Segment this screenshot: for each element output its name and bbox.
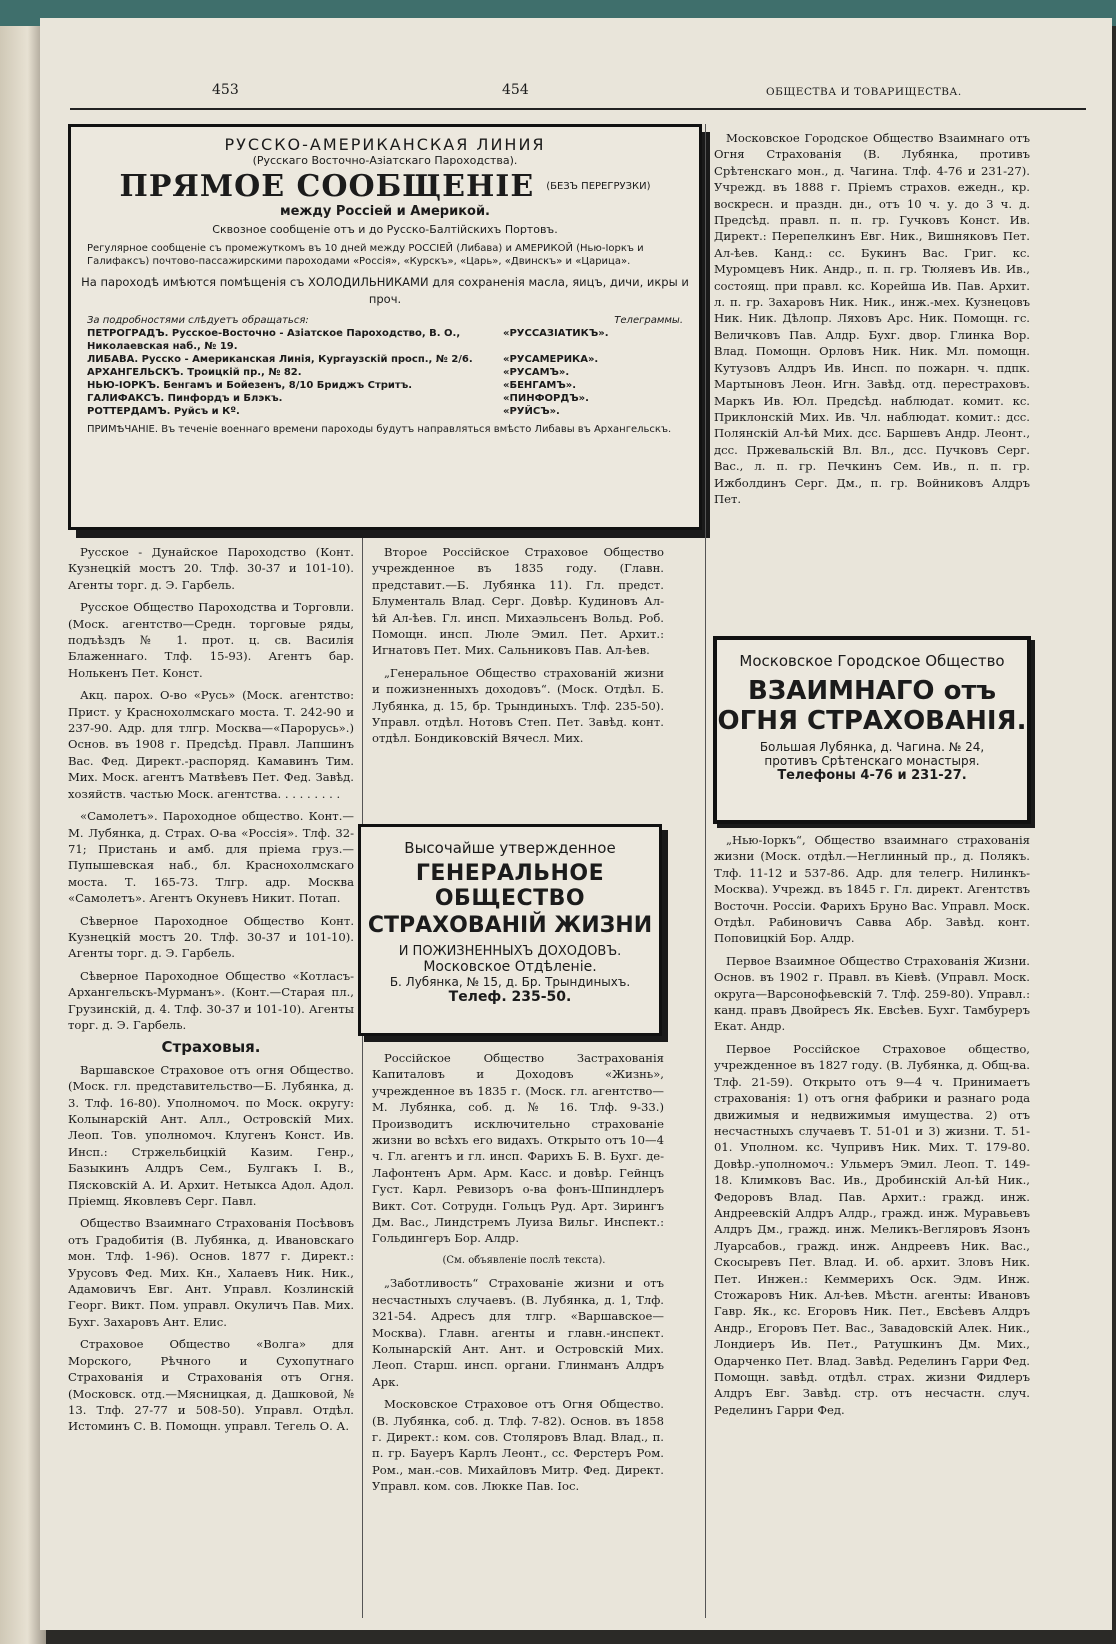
box2-line-c: ОГНЯ СТРАХОВАНIЯ. — [717, 706, 1027, 736]
entry: Акц. парох. О-во «Русь» (Моск. агентство: Прист. у Краснохолмскаго моста. Т. 242-90 и 237-90. Адр. для тлгр. Москва—«Парорусь».) Основ. въ 1908 г. Предсѣд. Правл. Лапшинъ Вас. Фед. Директ.-распоряд. Камавинъ Тим. Мих. Моск. агентъ Матвѣевъ Пет. Фед. Завѣд. хозяйств. частью Моск. агентства. . . . . . . . . — [68, 688, 354, 801]
column-rule-1 — [362, 538, 363, 1618]
entry: „Генеральное Общество страхованiй жизни и пожизненныхъ доходовъ“. (Моск. Отдѣл. Б. Лубянка, д. 15, бр. Трындиныхъ. Тлф. 235-50). Управл. отдѣл. Нотовъ Степ. Пет. Завѣд. конт. отдѣл. Бондиковскiй Вячесл. Мих. — [372, 665, 664, 746]
entry: «Самолетъ». Пароходное общество. Конт.—М. Лубянка, д. Страх. О-ва «Россiя». Тлф. 32-71; Пристань и амб. для прiема груз.—Пупышевская наб., бл. Краснохолмскаго моста. Т. 165-73. Тлгр. адр. Москва «Самолетъ». Агентъ Окуневъ Никит. Потап. — [68, 809, 354, 906]
ad-telegrams: «РУССАЗIАТИКЪ». «РУСАМЕРИКА». «РУСАМЪ». «БЕНГАМЪ». «ПИНФОРДЪ». «РУЙСЪ». — [503, 328, 609, 417]
entry: Первое Взаимное Общество Страхованiя Жизни. Основ. въ 1902 г. Правл. въ Кiевѣ. (Управл. Моск. округа—Варсонофьевскiй 7. Тлф. 259-80). Управл.: канд. правъ Двойресъ Як. Евсѣев. Бухг. Тамбуреръ Екат. Андр. — [714, 953, 1030, 1034]
column-3-bottom — [714, 832, 1030, 1622]
box1-line-d: И ПОЖИЗНЕННЫХЪ ДОХОДОВЪ. — [398, 944, 622, 959]
section-title: Страховыя. — [161, 1038, 261, 1057]
box2-line-d: Большая Лубянка, д. Чагина. № 24, — [759, 740, 985, 754]
ad-headline — [71, 169, 699, 204]
ad-details-label: За подробностями слѣдуетъ обращаться: — [87, 315, 309, 326]
ad-schedule: Регулярное сообщенiе съ промежуткомъ въ 10 дней между РОССIЕЙ (Либава) и АМЕРИКОЙ (Нью-Iоркъ и Галифаксъ) почтово-пассажирскими пароходами «Россiя», «Курскъ», «Царь», «Двинскъ» и «Царица». — [87, 243, 644, 267]
entry: Первое Россiйское Страховое общество, учрежденное въ 1827 году. (В. Лубянка, д. Общ-ва. Тлф. 21-59). Открыто отъ 9—4 ч. Принимаетъ страхованiя: 1) отъ огня фабрики и разнаго рода движимыя и недвижимыя имущества. 2) отъ несчастныхъ случаевъ Т. 51-01 и 3) жизни. Т. 51-01. Уполном. кс. Чупривъ Ник. Мих. Т. 179-80. Довѣр.-уполномоч.: Ульмеръ Эмил. Леоп. Т. 149-18. Климковъ Вас. Ив., Дробинскiй Ал-ѣй Ник., Федоровъ Влад. Пав. Архит.: гражд. инж. Андреевскiй Алдръ Алдр., гражд. инж. Муравьевъ Алдръ Дм., гражд. инж. Меликъ-Вегляровъ Язонъ Луарсабов., гражд. инж. Андреевъ Ник. Вас., Скосыревъ Пет. Влад. И. об. архит. Зловъ Ник. Пет. Инжен.: Кеммерихъ Оск. Эдм. Инж. Стожаровъ Ник. Ал-ѣев. Мѣстн. агенты: Ивановъ Гавр. Як., кс. Егоровъ Ник. Пет., Евсѣевъ Алдръ Андр., Егоровъ Пет. Вас., Завадовскiй Алек. Ник., Лондиеръ Ив. Пет., Ратушкинъ Дм. Мих., Одарченко Пет. Влад. Завѣд. Ределинъ Гарри Фед. Помощн. завѣд. отдѣл. страх. жизни Фидлеръ Алдръ Евг. Завѣд. стр. отъ несчастн. случ. Ределинъ Гарри Фед. — [714, 1041, 1030, 1417]
book-page — [40, 18, 1112, 1630]
box1-line-b: ГЕНЕРАЛЬНОЕ ОБЩЕСТВО — [415, 861, 605, 911]
fire-insurance-advertisement — [713, 636, 1031, 824]
box2-line-b: ВЗАИМНАГО отъ — [747, 676, 997, 706]
column-1 — [68, 544, 354, 1624]
box2-line-e: противъ Срѣтенскаго монастыря. — [764, 754, 980, 768]
column-3-top — [714, 130, 1030, 622]
entry: Варшавское Страховое отъ огня Общество. (Моск. гл. представительство—Б. Лубянка, д. 3. Тлф. 16-80). Уполномоч. по Моск. округу: Колынарскiй Ант. Алл., Островскiй Мих. Леоп. Тов. уполномоч. Клугенъ Конст. Ив. Инсп.: Стржельбицкiй Казим. Генр., Базыкинъ Алдръ Сем., Булгакъ I. В., Пясковскiй А. И. Архит. Нетыкса Адол. Адол. Прiемщ. Яковлевъ Серг. Павл. — [68, 1062, 354, 1209]
box2-line-f: Телефоны 4-76 и 231-27. — [777, 768, 967, 783]
ad-line-company: РУССКО-АМЕРИКАНСКАЯ ЛИНИЯ — [224, 135, 546, 154]
column-rule-2 — [705, 124, 706, 1618]
page-number-left: 453 — [212, 82, 239, 98]
entry: Сѣверное Пароходное Общество Конт. Кузнецкiй мостъ 20. Тлф. 30-37 и 101-10). Агенты торг. д. Э. Гарбель. — [68, 913, 354, 961]
ad-title: ПРЯМОЕ СООБЩЕНIЕ — [119, 169, 535, 204]
entry: Второе Россiйское Страховое Общество учрежденное въ 1835 году. (Главн. представит.—Б. Лубянка 11). Гл. предст. Блументаль Влад. Серг. Довѣр. Кудиновъ Ал-ѣй Ал-ѣев. Гл. инсп. Михаэльсенъ Вольд. Роб. Помощн. инсп. Люле Эмил. Пет. Архит.: Игнатовъ Пет. Мих. Сальниковъ Пав. Ал-ѣев. — [372, 545, 664, 658]
entry: Общество Взаимнаго Страхованiя Посѣвовъ отъ Градобитiя (В. Лубянка, д. Ивановскаго мон. Тлф. 1-96). Основ. 1877 г. Директ.: Урусовъ Фед. Мих. Кн., Халаевъ Ник. Ник., Адамовичъ Евг. Ант. Управл. Козлинскiй Георг. Викт. Пом. управл. Окуличъ Пав. Мих. Бухг. Захаровъ Ант. Елис. — [68, 1216, 354, 1329]
ad-refrigerators: На пароходѣ имѣются помѣщенiя съ ХОЛОДИЛЬНИКАМИ для сохраненiя масла, яицъ, дичи, икры и проч. — [81, 275, 689, 306]
column-2-bottom — [372, 1050, 664, 1620]
entry: „Нью-Iоркъ“, Общество взаимнаго страхованiя жизни (Моск. отдѣл.—Неглинный пр., д. Полякъ. Тлф. 11-12 и 537-86. Адр. для телегр. Нилинкъ-Москва). Учрежд. въ 1845 г. Гл. директ. Агентствъ Восточн. Россiи. Фарихъ Бруно Вас. Управл. Моск. Отдѣл. Рабиновичъ Савва Абр. Завѣд. конт. Поповицкiй Бор. Алдр. — [714, 833, 1030, 946]
box1-line-c: СТРАХОВАНIЙ ЖИЗНИ — [367, 913, 653, 938]
ad-through-service: Сквозное сообщенiе отъ и до Русско-Балтiйскихъ Портовъ. — [212, 223, 558, 236]
entry: Россiйское Общество Застрахованiя Капиталовъ и Доходовъ «Жизнь», учрежденное въ 1835 г. (Моск. гл. агентство—М. Лубянка, соб. д. № 16. Тлф. 9-33.) Производитъ исключительно страхованiе жизни во всѣхъ его видахъ. Открыто отъ 10—4 ч. Гл. агентъ и гл. инсп. Фарихъ Б. В. Бухг. де-Лафонтенъ Арм. Арм. Касс. и довѣр. Гейнцъ Густ. Карл. Ревизоръ о-ва фонъ-Шпиндлеръ Викт. Сот. Сотрудн. Гольцъ Руд. Арт. Зирингъ Дм. Вас., Линдстремъ Луиза Вильг. Инспект.: Гольдингеръ Бор. Алдр. — [372, 1051, 664, 1246]
box2-line-a: Московское Городское Общество — [739, 652, 1005, 670]
ad-line-sub: (Русскаго Восточно-Азiатскаго Пароходства). — [252, 154, 518, 167]
box1-line-g: Телеф. 235-50. — [448, 989, 572, 1005]
entry: Московское Городское Общество Взаимнаго отъ Огня Страхованiя (В. Лубянка, противъ Срѣтенскаго мон., д. Чагина. Тлф. 4-76 и 231-27). Учрежд. въ 1888 г. Прiемъ страхов. ежедн., кр. воскресн. и праздн. дн., отъ 10 ч. у. до 3 ч. д. Предсѣд. правл. п. п. гр. Гучковъ Конст. Ив. Директ.: Перепелкинъ Евг. Ник., Вишняковъ Пет. Ал-ѣев. Канд.: сс. Букинъ Вас. Григ. кс. Муромцевъ Ник. Андр., п. п. гр. Тюляевъ Ив. Ив., состоящ. при правл. кс. Корейша Ив. Пав. Архит. л. п. гр. Захаровъ Ник. Ник., инж.-мех. Кузнецовъ Ник. Ник. Дѣлопр. Ляховъ Арс. Ник. Помощн. гс. Величковъ Пав. Алдр. Бухг. двор. Глинка Вор. Влад. Помощн. Орловъ Ник. Ник. Мл. помощн. Кутузовъ Алдръ Ив. Инсп. по пожарн. ч. пдпк. Мартыновъ Леон. Игн. Завѣд. отд. перестраховъ. Маркъ Ив. Юл. Предсѣд. наблюдат. комит. кс. Приклонскiй Мих. Ив. Чл. наблюдат. комит.: дсс. Полянскiй Ал-ѣй Мих. дсс. Баршевъ Андр. Леонт., дсс. Пржевальскiй Вл. Вл., дсс. Пучковъ Серг. Вас., л. п. гр. Печкинъ Сем. Ив., п. п. гр. Ижболдинъ Серг. Дм., п. гр. Войниковъ Алдръ Пет. — [714, 131, 1030, 506]
entry: Сѣверное Пароходное Общество «Котласъ-Архангельскъ-Мурманъ». (Конт.—Старая пл., Грузинскiй, д. 4. Тлф. 30-37 и 101-10). Агенты торг. д. Э. Гарбель. — [68, 968, 354, 1032]
ad-title-note: (БЕЗЪ ПЕРЕГРУЗКИ) — [546, 180, 651, 192]
ad-contacts — [71, 308, 699, 418]
ad-telegrams-label: Телеграммы. — [614, 315, 683, 326]
shipping-advertisement — [68, 124, 702, 530]
entry-note: (См. объявленiе послѣ текста). — [442, 1254, 606, 1266]
ad-note: ПРИМѢЧАНIЕ. Въ теченiе военнаго времени пароходы будутъ направляться вмѣсто Либавы въ Архангельскъ. — [87, 424, 672, 435]
entry: Московское Страховое отъ Огня Общество. (В. Лубянка, соб. д. Тлф. 7-82). Основ. въ 1858 г. Директ.: ком. сов. Столяровъ Влад. Влад., п. п. гр. Бауеръ Карлъ Леонт., сс. Ферстеръ Ром. Ром., ман.-сов. Михайловъ Митр. Фед. Директ. Управл. ком. сов. Люкке Пав. Iос. — [372, 1397, 664, 1494]
box1-line-f: Б. Лубянка, № 15, д. Бр. Трындиныхъ. — [389, 975, 631, 989]
life-insurance-advertisement — [358, 824, 662, 1036]
page-number-center: 454 — [502, 82, 529, 98]
running-head: ОБЩЕСТВА И ТОВАРИЩЕСТВА. — [766, 86, 962, 98]
ad-addresses: ПЕТРОГРАДЪ. Русское-Восточно - Азiатское Пароходство, В. О., Николаевская наб., № 19. ЛИБАВА. Русско - Американская Линiя, Кургаузскiй просп., № 2/6. АРХАНГЕЛЬСКЪ. Троицкiй пр., № 82. НЬЮ-IОРКЪ. Бенгамъ и Бойезенъ, 8/10 Бриджъ Стритъ. ГАЛИФАКСЪ. Пинфордъ и Блэкъ. РОТТЕРДАМЪ. Руйсъ и Кº. — [87, 328, 473, 417]
entry: Русское - Дунайское Пароходство (Конт. Кузнецкiй мостъ 20. Тлф. 30-37 и 101-10). Агенты торг. д. Э. Гарбель. — [68, 545, 354, 592]
entry: Русское Общество Пароходства и Торговли. (Моск. агентство—Средн. торговые ряды, подъѣздъ № 1. прот. ц. св. Василiя Блаженнаго. Тлф. 15-93). Агентъ бар. Нолькенъ Пет. Конст. — [68, 600, 354, 680]
box1-line-e: Московское Отдѣленiе. — [423, 959, 597, 975]
box1-line-a: Высочайше утвержденное — [404, 839, 616, 857]
ad-route: между Россiей и Америкой. — [279, 204, 490, 219]
entry: Страховое Общество «Волга» для Морского, Рѣчного и Сухопутнаго Страхованiя и Страхованiя отъ Огня. (Московск. отд.—Мясницкая, д. Дашковой, № 13. Тлф. 27-77 и 508-50). Управл. Отдѣл. Истоминъ С. В. Помощн. управл. Тегель О. А. — [68, 1337, 354, 1434]
entry: „Заботливость“ Страхованiе жизни и отъ несчастныхъ случаевъ. (В. Лубянка, д. 1, Тлф. 321-54. Адресъ для тлгр. «Варшавское—Москва). Главн. агенты и главн.-инспект. Колынарскiй Ант. Ант. и Островскiй Мих. Леоп. Старш. инсп. органи. Глинманъ Алдръ Арк. — [372, 1276, 664, 1389]
header-rule — [70, 108, 1086, 110]
column-2-top — [372, 544, 664, 810]
